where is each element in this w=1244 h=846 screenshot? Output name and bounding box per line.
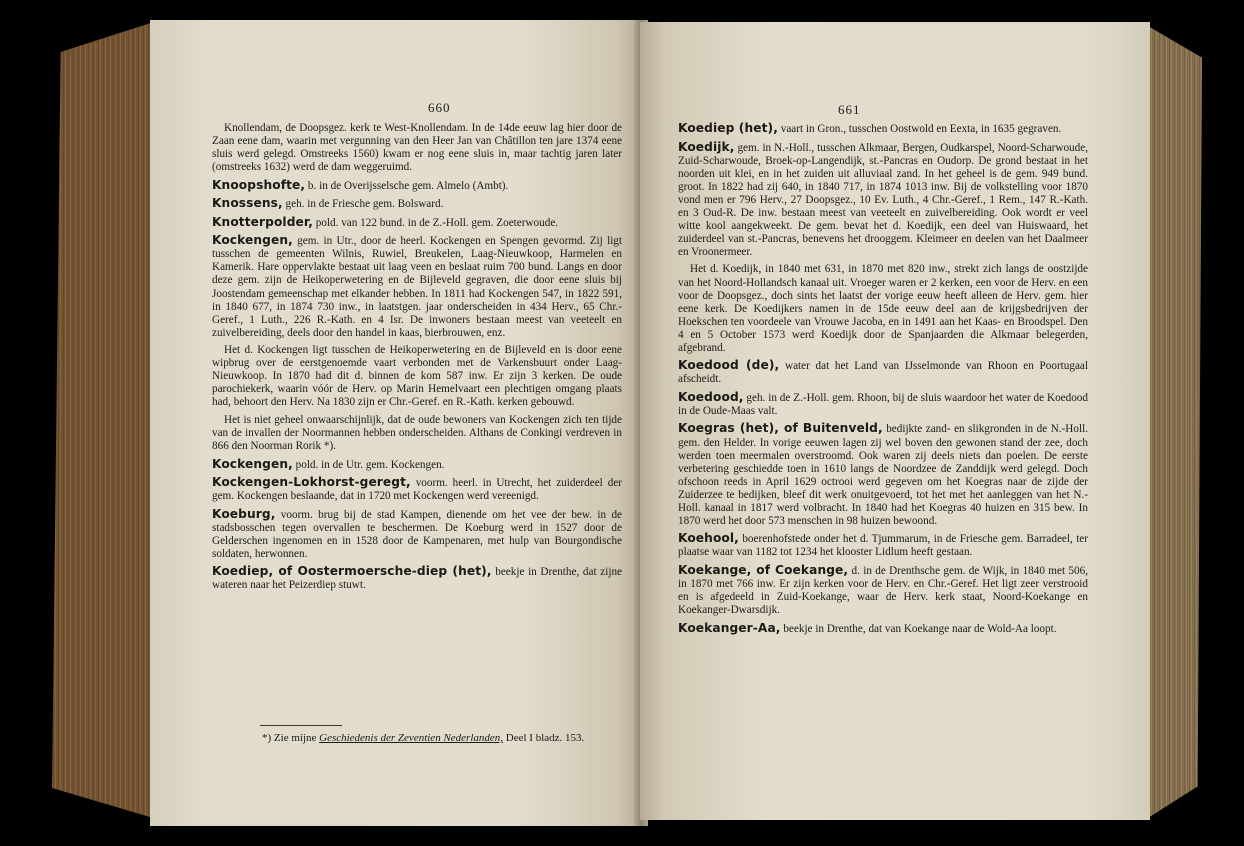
entry-text: voorm. heerl. in Utrecht, het zuiderdeel der gem. Kockengen beslaande, dat in 1720 met Kockengen werd vereenigd. <box>212 477 623 503</box>
entry-text: Het d. Kockengen ligt tusschen de Heikoperwetering en de Bijleveld en is door eene wipbrug over de eerstgenoemde vaart verbonden met de Varkensbuurt onder Laag-Nieuwkoop. In 1870 had dit d. binnen de kom 587 inw. Er zijn 3 kerken. De oude parochiekerk, waarin vóór de Herv. op Marin Hemelvaart een plechtigen omgang plaats had, behoort den Herv. Na 1830 zijn er Chr.-Geref. en R.-Kath. kerken gebouwd. <box>212 344 622 409</box>
footnote-prefix: *) Zie mijne <box>262 732 317 744</box>
entry-headword: Kockengen, <box>212 456 293 471</box>
entry <box>212 508 622 561</box>
entry <box>678 532 1088 559</box>
entry-headword: Koedood, <box>678 389 744 404</box>
entry-text: beekje in Drenthe, dat van Koekange naar de Wold-Aa loopt. <box>783 622 1057 635</box>
entry-headword: Koedood (de), <box>678 358 780 373</box>
entry-text: geh. in de Z.-Holl. gem. Rhoon, bij de sluis waardoor het water de Koedood in de Oude-Maas valt. <box>678 391 1088 417</box>
entry <box>212 476 622 503</box>
entry <box>678 422 1088 527</box>
entry-text: beekje in Drenthe, dat zijne wateren naar het Peizerdiep stuwt. <box>212 566 622 592</box>
entry-text: gem. in N.-Holl., tusschen Alkmaar, Bergen, Oudkarspel, Noord-Scharwoude, Zuid-Scharwoude, Broek-op-Langendijk, st.-Pancras en Oudorp. De grond bestaat in het noorden uit klei, en in het zuiden uit alluviaal zand. In het geheel is de gem. 949 bund. groot. In 1822 had zij 640, in 1840 717, in 1874 1013 inw. Bij de volkstelling voor 1870 vond men er 796 Herv., 27 Doopsgez., 10 Ev. Luth., 4 Chr.-Geref., 1 Rem., 147 R.-Kath. en 3 Oud-R. De inw. bestaan meest van veeteelt en zuivelbereiding. Ook wordt er veel witte kool aangekweekt. De gem. bevat het d. Koedijk, een deel van Huiswaard, het zuiderdeel van st.-Pancras, benevens het drooggem. Kleimeer en deelen van het Daalmeer en Vroonermeer. <box>678 141 1089 258</box>
right-page-stack <box>1148 26 1202 818</box>
left-page <box>150 20 640 826</box>
right-page <box>640 22 1150 820</box>
entry-headword: Knoopshofte, <box>212 177 306 192</box>
footnote-rule <box>260 725 342 726</box>
footnote-title: Geschiedenis der Zeventien Nederlanden, <box>319 732 504 744</box>
entry-text: bedijkte zand- en slikgronden in de N.-Holl. gem. den Helder. In vorige eeuwen lagen zij wel boven den gewonen stand der zee, doch werden toen meermalen overstroomd. Ook waren zij deels niets dan poelen. De eerste verbetering geschiedde toen in 1610 langs de Noordzee de Zanddijk werd gelegd. Doch ofschoon reeds in April 1629 octrooi werd gegeven om het Koegras naar de zijde der Zuiderzee te bedijken, bleef dit werk onuitgevoerd, tot het met het aanleggen van het N.-Holl. kanaal in 1817 werd volbracht. In 1840 had het Koegras 40 huizen en 315 bew. In 1870 werd het door 573 menschen in 98 huizen bewoond. <box>678 423 1088 527</box>
right-column <box>678 122 1088 640</box>
entry <box>212 414 622 453</box>
entry-headword: Koehool, <box>678 531 739 546</box>
entry-headword: Koeburg, <box>212 506 276 521</box>
entry <box>212 179 622 193</box>
entry-text: boerenhofstede onder het d. Tjummarum, in de Friesche gem. Barradeel, ter plaatse waar van 1182 tot 1234 het klooster Lidlum heeft gestaan. <box>678 533 1089 559</box>
entry <box>212 216 622 230</box>
entry <box>678 622 1088 636</box>
entry-headword: Kockengen-Lokhorst-geregt, <box>212 475 411 490</box>
entry <box>678 122 1088 136</box>
entry-text: pold. van 122 bund. in de Z.-Holl. gem. Zoeterwoude. <box>315 216 559 229</box>
entry-text: gem. in Utr., door de heerl. Kockengen en Spengen gevormd. Zij ligt tusschen de gemeenten Wilnis, Ruwiel, Breukelen, Laag-Nieuwkoop, Harmelen en Kamerik. Hare oppervlakte bestaat uit laag veen en beslaat ruim 700 bund. Langs en door deze gem. zijn de Heikoperwetering en de Bijleveld gegraven, die door eene sluis bij Joostendam gemeenschap met elkander hebben. In 1811 had Kockengen 547, in 1822 591, in 1840 677, in 1874 730 inw., in laatstgen. jaar onderscheiden in 434 Herv., 65 Chr.-Geref., 1 Luth., 226 R.-Kath. en 4 Isr. De inwoners bestaan meest van veeteelt en zuivelbereiding, deels door den handel in kaas, bierbrouwen, enz. <box>212 235 623 339</box>
entry-headword: Koegras (het), of Buitenveld, <box>678 421 883 436</box>
page-number-right: 661 <box>838 102 861 117</box>
entry-headword: Koediep (het), <box>678 121 778 135</box>
entry-text: water dat het Land van IJsselmonde van Rhoon en Poortugaal afscheidt. <box>678 360 1089 386</box>
entry <box>678 391 1088 418</box>
entry-headword: Koekange, of Coekange, <box>678 562 849 577</box>
entry-text: d. in de Drenthsche gem. de Wijk, in 1840 met 506, in 1870 met 766 inw. Er zijn kerken voor de Herv. en Chr.-Geref. Het ligt zeer verstrooid en is afgedeeld in Zuid-Koekange, waar de Herv. kerk staat, Noord-Koekange en Koekanger-Dwarsdijk. <box>678 564 1088 617</box>
entry-text: b. in de Overijsselsche gem. Almelo (Ambt). <box>307 179 509 192</box>
entry-text: voorm. brug bij de stad Kampen, dienende om het vee der bew. in de stadsbosschen tegen overvallen te beschermen. De Koeburg werd in 1527 door de Gelderschen ingenomen en in 1528 door de Kampenaren, met hulp van Bourgondische soldaten, herwonnen. <box>212 508 623 560</box>
entry-headword: Koekanger-Aa, <box>678 620 781 635</box>
entry-headword: Kockengen, <box>212 233 293 248</box>
entry-text: vaart in Gron., tusschen Oostwold en Eexta, in 1635 gegraven. <box>780 123 1062 135</box>
left-column <box>212 122 622 597</box>
entry <box>212 344 622 409</box>
footnote <box>262 732 622 744</box>
footnote-suffix: Deel I bladz. 153. <box>505 732 585 744</box>
entry <box>212 565 622 592</box>
entry <box>678 263 1088 354</box>
entry-text: pold. in de Utr. gem. Kockengen. <box>295 458 445 471</box>
entry <box>678 141 1088 259</box>
entry <box>678 564 1088 617</box>
entry <box>212 122 622 174</box>
entry <box>212 458 622 472</box>
entry-headword: Knotterpolder, <box>212 214 313 229</box>
entry <box>212 197 622 211</box>
entry-text: Knollendam, de Doopsgez. kerk te West-Knollendam. In de 14de eeuw lag hier door de Zaan eene dam, waarin met vergunning van den Heer Jan van Châtillon ten jare 1374 eene sluis werd gelegd. Omstreeks 1560) kwam er nog eene sluis in, maar tachtig jaren later (omstreeks 1632) werd de dam weggeruimd. <box>212 122 622 174</box>
entry <box>678 359 1088 386</box>
page-number-left: 660 <box>428 100 451 115</box>
entry-text: geh. in de Friesche gem. Bolsward. <box>285 198 444 211</box>
entry-headword: Knossens, <box>212 196 283 211</box>
entry-headword: Koediep, of Oostermoersche-diep (het), <box>212 564 492 579</box>
entry <box>212 234 622 339</box>
entry-text: Het is niet geheel onwaarschijnlijk, dat de oude bewoners van Kockengen zich ten tijde van de invallen der Noormannen hebben onderscheiden. Althans de Conkingi verdreven in 866 den Noorman Rorik *). <box>212 413 622 453</box>
entry-text: Het d. Koedijk, in 1840 met 631, in 1870 met 820 inw., strekt zich langs de oostzijde van het Noord-Hollandsch kanaal uit. Vroeger waren er 2 kerken, een voor de Herv. en een voor de Doopsgez., doch sints het laatst der vorige eeuw heeft alleen de Herv. gem. hier eene kerk. De Koedijkers namen in de 15de eeuw deel aan de krijgsbedrijven der Hoekschen ten voordeele van Vrouwe Jacoba, en in 1491 aan het Kaas- en Broodspel. Den 4 en 5 October 1573 werd Koedijk door de Spanjaarden die Alkmaar belegerden, afgebrand. <box>678 263 1088 354</box>
left-page-stack <box>52 20 160 820</box>
entry-headword: Koedijk, <box>678 139 735 154</box>
